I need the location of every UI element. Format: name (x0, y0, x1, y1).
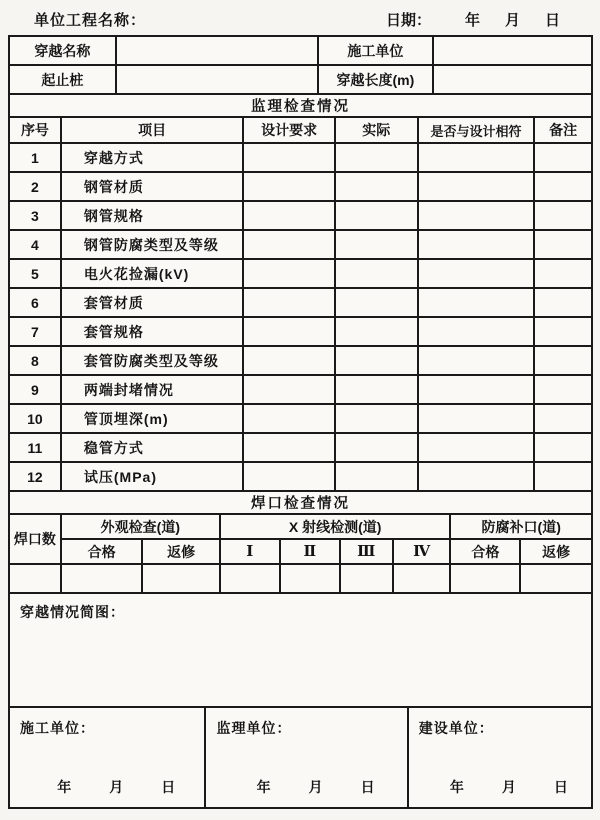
row-item: 钢管规格 (61, 201, 243, 230)
header-item: 项目 (61, 117, 243, 143)
table-row (9, 404, 592, 433)
header-conform: 是否与设计相符 (418, 117, 535, 143)
cell-remark (534, 317, 592, 346)
cell-design (243, 230, 335, 259)
cell-remark (534, 230, 592, 259)
table-row (9, 288, 592, 317)
table-row (9, 259, 592, 288)
row-no: 2 (9, 172, 61, 201)
cell-conform (418, 259, 535, 288)
owner-signature-label: 建设单位： (418, 720, 494, 736)
table-row (9, 143, 592, 172)
cell-actual (335, 462, 418, 491)
owner-signature-cell (408, 707, 592, 808)
weld-count-label: 焊口数 (9, 514, 61, 564)
construction-unit-value (433, 36, 592, 65)
table-row (9, 462, 592, 491)
row-item: 穿越方式 (61, 143, 243, 172)
cell-design (243, 462, 335, 491)
xray-2-value (280, 564, 340, 593)
cell-conform (418, 288, 535, 317)
visual-group-label: 外观检查(道) (61, 514, 220, 539)
row-no: 12 (9, 462, 61, 491)
row-item: 试压(MPa) (61, 462, 243, 491)
cell-design (243, 288, 335, 317)
table-row (9, 230, 592, 259)
date-ymd (465, 9, 593, 30)
cell-remark (534, 404, 592, 433)
xray-4-value (393, 564, 451, 593)
row-no: 3 (9, 201, 61, 230)
cell-design (243, 317, 335, 346)
cell-actual (335, 172, 418, 201)
start-end-stake-label: 起止桩 (9, 65, 116, 94)
cell-conform (418, 433, 535, 462)
supervision-signature-label: 监理单位： (216, 720, 292, 736)
cell-design (243, 404, 335, 433)
table-row (9, 172, 592, 201)
cell-design (243, 172, 335, 201)
header-no: 序号 (9, 117, 61, 143)
cell-design (243, 143, 335, 172)
month-label: 月 (308, 779, 323, 795)
row-item: 稳管方式 (61, 433, 243, 462)
cell-remark (534, 346, 592, 375)
row-item: 套管材质 (61, 288, 243, 317)
cell-design (243, 375, 335, 404)
month-label: 月 (501, 779, 516, 795)
row-item: 两端封堵情况 (61, 375, 243, 404)
weld-section-title: 焊口检查情况 (9, 491, 592, 514)
month-label: 月 (109, 779, 124, 795)
xray-level-1-label: Ⅰ (220, 539, 280, 564)
xray-level-4-label: Ⅳ (393, 539, 451, 564)
weld-sub-header-row (9, 539, 592, 564)
row-item: 钢管防腐类型及等级 (61, 230, 243, 259)
cell-remark (534, 259, 592, 288)
crossing-length-value (433, 65, 592, 94)
start-end-stake-value (116, 65, 318, 94)
header-actual: 实际 (335, 117, 418, 143)
row-no: 11 (9, 433, 61, 462)
row-item: 套管规格 (61, 317, 243, 346)
visual-repair-label: 返修 (142, 539, 219, 564)
cell-design (243, 433, 335, 462)
weld-group-header-row (9, 514, 592, 539)
coating-group-label: 防腐补口(道) (450, 514, 592, 539)
cell-conform (418, 462, 535, 491)
cell-remark (534, 462, 592, 491)
row-no: 9 (9, 375, 61, 404)
day-label: 日 (553, 779, 568, 795)
cell-actual (335, 433, 418, 462)
header-remark: 备注 (534, 117, 592, 143)
row-no: 7 (9, 317, 61, 346)
signature-table (8, 706, 593, 809)
cell-conform (418, 230, 535, 259)
visual-pass-label: 合格 (61, 539, 143, 564)
construction-signature-date (10, 777, 204, 797)
cell-conform (418, 143, 535, 172)
cell-remark (534, 375, 592, 404)
xray-group-label: X 射线检测(道) (220, 514, 451, 539)
table-row (9, 346, 592, 375)
owner-signature-date (409, 777, 591, 797)
construction-unit-label: 施工单位 (318, 36, 433, 65)
xray-level-3-label: Ⅲ (340, 539, 393, 564)
row-no: 6 (9, 288, 61, 317)
project-name-label: 单位工程名称： (34, 11, 147, 29)
construction-signature-cell (9, 707, 205, 808)
weld-table (8, 513, 593, 594)
year-label: 年 (57, 779, 72, 795)
weld-section-band (8, 490, 593, 515)
cell-actual (335, 346, 418, 375)
cell-actual (335, 404, 418, 433)
cell-conform (418, 404, 535, 433)
table-row (9, 201, 592, 230)
cell-conform (418, 201, 535, 230)
sketch-label: 穿越情况简图： (20, 604, 125, 620)
row-no: 10 (9, 404, 61, 433)
day-label: 日 (545, 11, 561, 29)
cell-remark (534, 143, 592, 172)
month-label: 月 (505, 11, 521, 29)
visual-pass-value (61, 564, 143, 593)
row-no: 5 (9, 259, 61, 288)
cell-actual (335, 288, 418, 317)
xray-3-value (340, 564, 393, 593)
info-table (8, 35, 593, 95)
sketch-table (8, 592, 593, 708)
cell-actual (335, 230, 418, 259)
cell-actual (335, 201, 418, 230)
inspection-section-band (8, 93, 593, 118)
row-no: 4 (9, 230, 61, 259)
weld-count-value (9, 564, 61, 593)
xray-level-2-label: Ⅱ (280, 539, 340, 564)
row-item: 管顶埋深(m) (61, 404, 243, 433)
header-design: 设计要求 (243, 117, 335, 143)
inspection-section-title: 监理检查情况 (9, 94, 592, 117)
year-label: 年 (449, 779, 464, 795)
cell-conform (418, 375, 535, 404)
visual-repair-value (142, 564, 219, 593)
cell-remark (534, 433, 592, 462)
signature-row (9, 707, 592, 808)
cell-remark (534, 201, 592, 230)
cell-actual (335, 259, 418, 288)
crossing-name-label: 穿越名称 (9, 36, 116, 65)
cell-design (243, 201, 335, 230)
cell-remark (534, 172, 592, 201)
cell-actual (335, 375, 418, 404)
cell-remark (534, 288, 592, 317)
cell-design (243, 259, 335, 288)
date-label: 日期： (385, 11, 431, 29)
day-label: 日 (360, 779, 375, 795)
table-row (9, 433, 592, 462)
sketch-cell (9, 593, 592, 707)
cell-design (243, 346, 335, 375)
cell-actual (335, 143, 418, 172)
year-label: 年 (256, 779, 271, 795)
year-label: 年 (465, 11, 481, 29)
supervision-signature-date (206, 777, 406, 797)
xray-1-value (220, 564, 280, 593)
day-label: 日 (161, 779, 176, 795)
cell-conform (418, 346, 535, 375)
supervision-signature-cell (205, 707, 407, 808)
row-item: 电火花捡漏(kV) (61, 259, 243, 288)
row-no: 8 (9, 346, 61, 375)
cell-actual (335, 317, 418, 346)
row-item: 钢管材质 (61, 172, 243, 201)
inspection-table (8, 116, 593, 492)
row-no: 1 (9, 143, 61, 172)
date-group (386, 9, 593, 30)
coating-pass-value (450, 564, 520, 593)
coating-pass-label: 合格 (450, 539, 520, 564)
coating-repair-label: 返修 (520, 539, 592, 564)
table-row (9, 375, 592, 404)
inspection-header-row (9, 117, 592, 143)
table-row (9, 65, 592, 94)
title-bar (8, 6, 593, 32)
table-row (9, 317, 592, 346)
coating-repair-value (520, 564, 592, 593)
crossing-name-value (116, 36, 318, 65)
construction-signature-label: 施工单位： (20, 720, 95, 736)
table-row (9, 36, 592, 65)
row-item: 套管防腐类型及等级 (61, 346, 243, 375)
cell-conform (418, 317, 535, 346)
crossing-length-label: 穿越长度(m) (318, 65, 433, 94)
cell-conform (418, 172, 535, 201)
weld-data-row (9, 564, 592, 593)
